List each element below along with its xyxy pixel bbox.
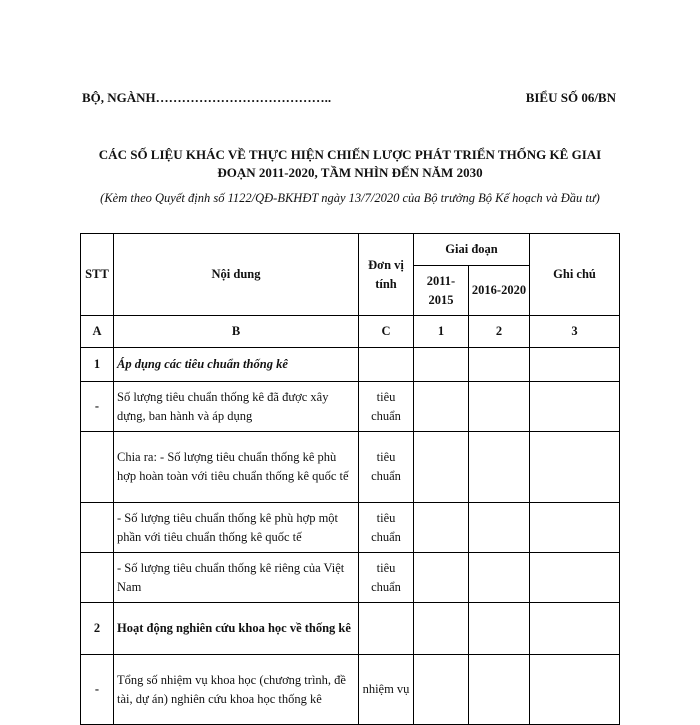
row-value-2016-2020 [469, 553, 530, 603]
row-content: - Số lượng tiêu chuẩn thống kê phù hợp một phần với tiêu chuẩn thống kê quốc tế [114, 503, 359, 553]
code-row [81, 316, 620, 348]
row-stt: - [81, 655, 114, 725]
row-note [530, 382, 620, 432]
row-note [530, 655, 620, 725]
document-title [80, 146, 620, 182]
header-period-1: 2011-2015 [414, 266, 469, 316]
code-cell: A [81, 316, 114, 348]
row-stt [81, 503, 114, 553]
row-note [530, 348, 620, 382]
row-note [530, 503, 620, 553]
row-value-2016-2020 [469, 432, 530, 503]
row-content: Hoạt động nghiên cứu khoa học về thống kê [114, 603, 359, 655]
row-value-2011-2015 [414, 432, 469, 503]
row-content: Số lượng tiêu chuẩn thống kê đã được xây dựng, ban hành và áp dụng [114, 382, 359, 432]
table-row [81, 655, 620, 725]
code-cell: 1 [414, 316, 469, 348]
row-stt [81, 432, 114, 503]
row-stt: - [81, 382, 114, 432]
row-content: - Số lượng tiêu chuẩn thống kê riêng của Việt Nam [114, 553, 359, 603]
row-value-2011-2015 [414, 503, 469, 553]
table-row [81, 603, 620, 655]
row-unit: tiêu chuẩn [359, 553, 414, 603]
table-row [81, 348, 620, 382]
title-line-1: CÁC SỐ LIỆU KHÁC VỀ THỰC HIỆN CHIẾN LƯỢC PHÁT TRIỂN THỐNG KÊ GIAI [98, 147, 602, 162]
code-cell: B [114, 316, 359, 348]
row-note [530, 603, 620, 655]
row-value-2011-2015 [414, 655, 469, 725]
table-row [81, 382, 620, 432]
table-row [81, 432, 620, 503]
header-period-2: 2016-2020 [469, 266, 530, 316]
row-stt [81, 553, 114, 603]
row-unit: tiêu chuẩn [359, 382, 414, 432]
row-content: Chia ra: - Số lượng tiêu chuẩn thống kê phù hợp hoàn toàn với tiêu chuẩn thống kê quốc tế [114, 432, 359, 503]
row-unit: nhiệm vụ [359, 655, 414, 725]
header-note: Ghi chú [530, 234, 620, 316]
code-cell: C [359, 316, 414, 348]
ministry-label: BỘ, NGÀNH………………………………….. [82, 90, 332, 105]
row-note [530, 553, 620, 603]
row-stt: 2 [81, 603, 114, 655]
row-value-2011-2015 [414, 382, 469, 432]
row-value-2011-2015 [414, 553, 469, 603]
table-row [81, 553, 620, 603]
code-cell: 2 [469, 316, 530, 348]
title-line-2: ĐOẠN 2011-2020, TẦM NHÌN ĐẾN NĂM 2030 [217, 165, 483, 180]
row-value-2016-2020 [469, 382, 530, 432]
row-value-2011-2015 [414, 348, 469, 382]
row-value-2011-2015 [414, 603, 469, 655]
row-value-2016-2020 [469, 348, 530, 382]
row-note [530, 432, 620, 503]
header-stt: STT [81, 234, 114, 316]
row-unit [359, 603, 414, 655]
header-period: Giai đoạn [414, 234, 530, 266]
header-content: Nội dung [114, 234, 359, 316]
form-number: BIỂU SỐ 06/BN [525, 90, 616, 105]
row-stt: 1 [81, 348, 114, 382]
document-subtitle: (Kèm theo Quyết định số 1122/QĐ-BKHĐT ngày 13/7/2020 của Bộ trưởng Bộ Kế hoạch và Đầu tư) [100, 191, 600, 205]
row-unit: tiêu chuẩn [359, 432, 414, 503]
header-unit: Đơn vị tính [359, 234, 414, 316]
table-row [81, 503, 620, 553]
row-unit [359, 348, 414, 382]
data-table [80, 233, 620, 725]
row-content: Áp dụng các tiêu chuẩn thống kê [114, 348, 359, 382]
row-content: Tổng số nhiệm vụ khoa học (chương trình, đề tài, dự án) nghiên cứu khoa học thống kê [114, 655, 359, 725]
row-value-2016-2020 [469, 603, 530, 655]
row-value-2016-2020 [469, 655, 530, 725]
code-cell: 3 [530, 316, 620, 348]
row-value-2016-2020 [469, 503, 530, 553]
row-unit: tiêu chuẩn [359, 503, 414, 553]
